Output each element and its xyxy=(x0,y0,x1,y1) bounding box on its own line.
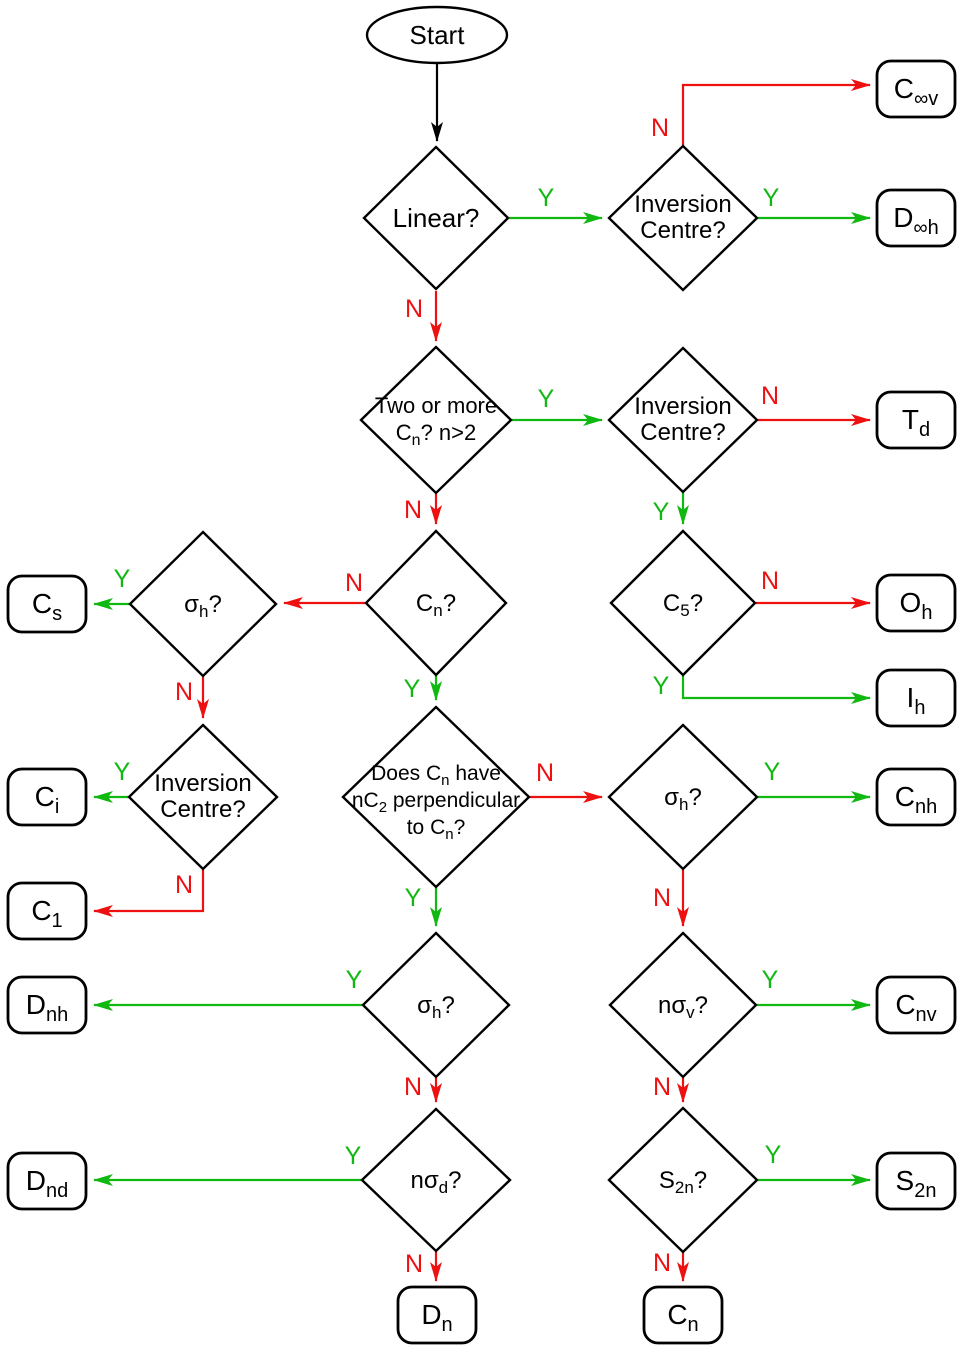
edge-label: N xyxy=(404,1250,424,1278)
terminal-dnh xyxy=(8,977,86,1033)
decision-does-cn-have-nc2 xyxy=(343,707,529,887)
decision-two-or-more-cn xyxy=(361,347,511,493)
terminal-label: $T_d$ xyxy=(901,404,931,441)
terminal-label: $D_{nh}$ xyxy=(25,989,69,1026)
edge-label: N xyxy=(760,382,780,410)
terminal-label: $C_s$ xyxy=(31,588,63,625)
terminal-label: $C_{\infty v}$ xyxy=(893,73,939,110)
terminal-s2n xyxy=(877,1153,955,1209)
terminal-label: $C_{nh}$ xyxy=(894,781,938,818)
edge-label: N xyxy=(174,678,194,706)
decision-label: $C_5$? xyxy=(662,590,704,620)
edge-label: Y xyxy=(764,1141,782,1169)
edge-label: Y xyxy=(113,758,131,786)
edge-label: N xyxy=(760,567,780,595)
decision-label: $\sigma_h$? xyxy=(664,784,702,814)
terminal-label: $D_{nd}$ xyxy=(25,1165,69,1202)
start-node xyxy=(367,7,507,63)
decision-label: $C_n$? n>2 xyxy=(395,420,477,449)
terminal-label: $S_{2n}$ xyxy=(895,1165,937,1202)
edge-label: Y xyxy=(761,966,779,994)
edge-label: N xyxy=(535,759,555,787)
edge-label: Y xyxy=(537,184,555,212)
terminal-cs xyxy=(8,576,86,632)
decision-sigma-h-left xyxy=(130,532,276,676)
terminal-td xyxy=(877,392,955,448)
terminal-label: $C_1$ xyxy=(31,895,63,932)
edge-label: Y xyxy=(762,184,780,212)
edge-label: N xyxy=(403,1073,423,1101)
terminal-label: $O_h$ xyxy=(899,587,933,624)
edge-label: N xyxy=(404,295,424,323)
decision-sigma-h-right xyxy=(609,725,757,869)
terminal-cnh xyxy=(877,769,955,825)
decision-label: $n\sigma_d$? xyxy=(410,1167,462,1197)
terminal-label: $C_n$ xyxy=(667,1299,699,1336)
decision-label: Inversion xyxy=(154,770,252,797)
edge-label: N xyxy=(652,884,672,912)
decision-label: Inversion xyxy=(634,191,732,218)
decision-label: $\sigma_h$? xyxy=(184,591,222,621)
terminal-d-infinity-h xyxy=(877,190,955,246)
terminal-cn xyxy=(644,1287,722,1343)
decision-label: Inversion xyxy=(634,393,732,420)
terminal-label: $C_{nv}$ xyxy=(895,989,937,1026)
decision-inversion-centre-left xyxy=(129,725,277,869)
decision-n-sigma-v xyxy=(610,933,756,1077)
edge-label: N xyxy=(403,496,423,524)
edge-label: N xyxy=(652,1073,672,1101)
terminal-label: $C_i$ xyxy=(34,781,60,818)
decision-linear xyxy=(364,147,508,289)
decision-label: to $C_n$? xyxy=(406,816,466,843)
edge-label: Y xyxy=(113,565,131,593)
terminal-ih xyxy=(877,670,955,726)
edge-label: Y xyxy=(403,675,421,703)
decision-label: $n\sigma_v$? xyxy=(657,992,709,1022)
edge-c5-yes xyxy=(683,676,870,698)
edge-label: N xyxy=(650,114,670,142)
decision-s2n xyxy=(609,1108,757,1252)
decision-inversion-centre-top xyxy=(609,146,757,290)
edge-label: Y xyxy=(652,672,670,700)
edges xyxy=(94,63,870,1281)
decision-c5 xyxy=(611,531,755,675)
decision-label: $S_{2n}$? xyxy=(658,1167,708,1197)
terminal-dn xyxy=(398,1287,476,1343)
edge-label: Y xyxy=(404,884,422,912)
decision-cn xyxy=(366,531,506,675)
edge-label: N xyxy=(344,569,364,597)
terminal-c1 xyxy=(8,883,86,939)
decision-label: $nC_2$ perpendicular xyxy=(351,789,521,816)
terminal-ci xyxy=(8,769,86,825)
decision-inversion-centre-mid xyxy=(609,348,757,492)
decision-label: $C_n$? xyxy=(415,590,457,620)
decision-n-sigma-d xyxy=(362,1109,510,1251)
terminal-dnd xyxy=(8,1153,86,1209)
decision-label: Does $C_n$ have xyxy=(371,762,501,789)
edge-label: Y xyxy=(763,758,781,786)
terminal-label: $D_{\infty h}$ xyxy=(893,202,939,239)
terminal-oh xyxy=(877,575,955,631)
decision-label: Centre? xyxy=(160,796,246,823)
start-label: Start xyxy=(409,20,465,50)
terminal-cnv xyxy=(877,977,955,1033)
terminal-label: $I_h$ xyxy=(906,682,926,719)
decision-label: Two or more xyxy=(374,393,498,418)
edge-label: Y xyxy=(344,1142,362,1170)
edge-label: Y xyxy=(652,498,670,526)
decision-label: Centre? xyxy=(640,419,726,446)
edge-inversion-top-no xyxy=(683,85,870,145)
decision-label: $\sigma_h$? xyxy=(417,992,455,1022)
edge-label: N xyxy=(174,871,194,899)
decision-sigma-h-mid xyxy=(363,933,509,1077)
edge-label: Y xyxy=(537,385,555,413)
terminal-c-infinity-v xyxy=(877,61,955,117)
edge-label: Y xyxy=(345,966,363,994)
decision-label: Centre? xyxy=(640,217,726,244)
edge-label: N xyxy=(652,1249,672,1277)
decision-label: Linear? xyxy=(392,203,480,233)
terminal-label: $D_n$ xyxy=(421,1299,453,1336)
